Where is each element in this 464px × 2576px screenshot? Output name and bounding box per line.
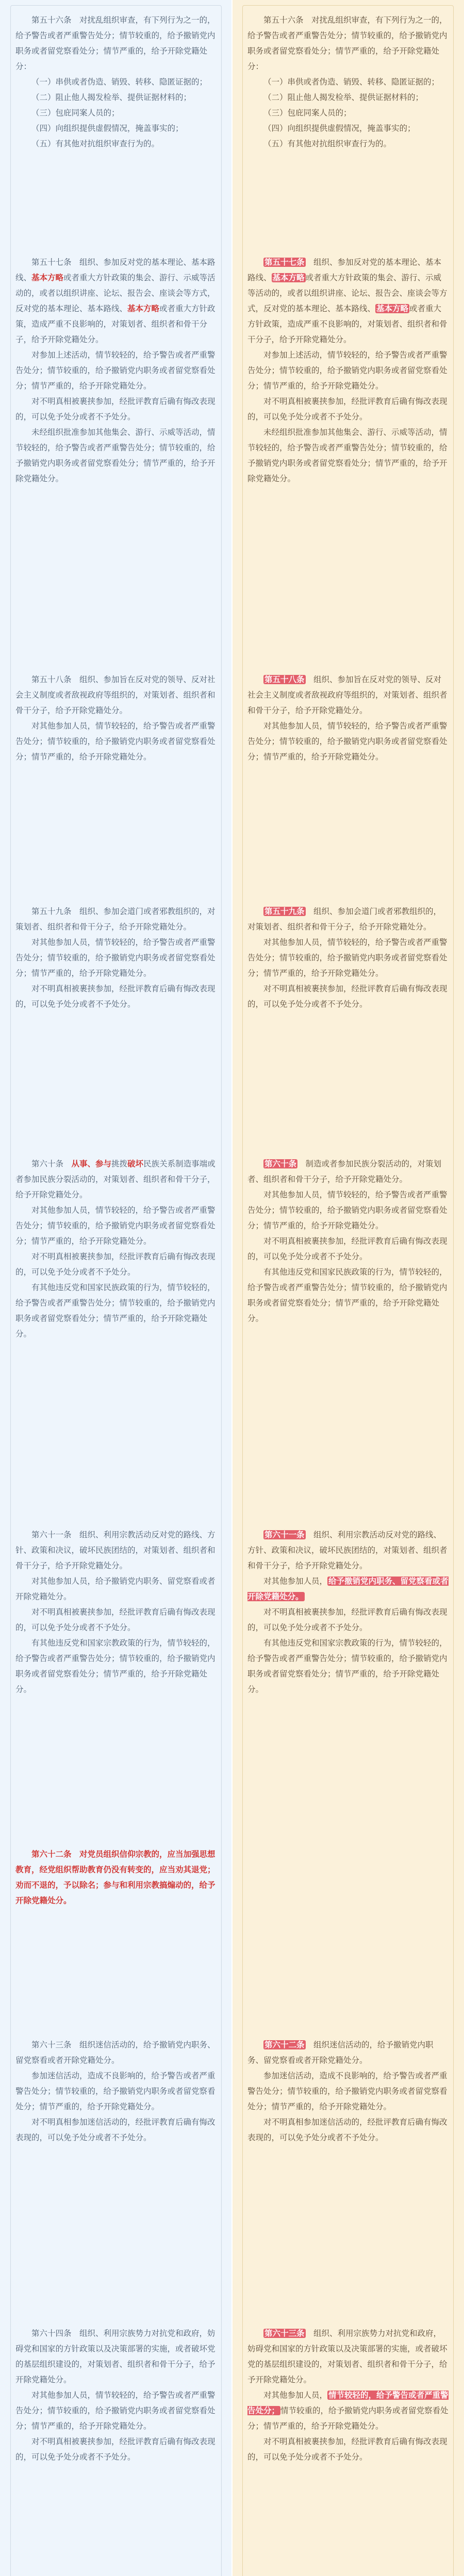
changed-text-highlight: 基本方略 xyxy=(376,304,409,313)
article-paragraph: 对不明真相被裹挟参加，经批评教育后确有悔改表现的，可以免予处分或者不予处分。 xyxy=(15,397,216,421)
article-paragraph: 对不明真相被裹挟参加，经批评教育后确有悔改表现的，可以免予处分或者不予处分。 xyxy=(247,1236,448,1261)
changed-text-highlight: 第五十九条 xyxy=(264,907,305,916)
article-paragraph: （四）向组织提供虚假情况，掩盖事实的； xyxy=(31,124,184,133)
article-paragraph: 对其他参加人员，情节较轻的，给予警告或者严重警告处分；情节较重的，给予撤销党内职务或者留党察看处分；情节严重的，给予开除党籍处分。 xyxy=(15,1206,216,1246)
article-paragraph xyxy=(247,672,449,718)
changed-text-highlight: 第六十条 xyxy=(264,1159,297,1168)
article-paragraph: 参加迷信活动，造成不良影响的，给予警告或者严重警告处分；情节较重的，给予撤销党内职务或者留党察看处分；情节严重的，给予开除党籍处分。 xyxy=(247,2071,448,2111)
article-paragraph: 有其他违反党和国家宗教政策的行为，情节较轻的，给予警告或者严重警告处分；情节较重的，给予撤销党内职务或者留党察看处分；情节严重的，给予开除党籍处分。 xyxy=(247,1638,448,1694)
right-article-block xyxy=(247,2326,449,2465)
article-paragraph xyxy=(247,1527,449,1573)
left-article-block xyxy=(15,904,217,1012)
article-paragraph: 未经组织批准参加其他集会、游行、示威等活动，情节较轻的，给予警告或者严重警告处分；情节较重的，给予撤销党内职务或者留党察看处分；情节严重的，给予开除党籍处分。 xyxy=(247,428,448,483)
right-column-new-text xyxy=(232,0,464,2576)
article-paragraph: 对其他参加人员，情节较轻的，给予警告或者严重警告处分；情节较重的，给予撤销党内职务或者留党察看处分；情节严重的，给予开除党籍处分。 xyxy=(247,938,448,978)
left-article-block xyxy=(15,1846,217,1908)
article-text: 或者重大方针政策的集会、游行、示威等活动的，或者以组织讲座、论坛、报告会、座谈会等方式，反对党的基本理论、基本路线、 xyxy=(247,273,448,313)
article-text: 对其他参加人员， xyxy=(263,2391,328,2400)
article-paragraph: 有其他违反党和国家民族政策的行为，情节较轻的，给予警告或者严重警告处分；情节较重的，给予撤销党内职务或者留党察看处分；情节严重的，给予开除党籍处分。 xyxy=(247,1267,448,1323)
article-paragraph: 对不明真相被裹挟参加，经批评教育后确有悔改表现的，可以免予处分或者不予处分。 xyxy=(15,984,216,1009)
article-paragraph: （五）有其他对抗组织审查行为的。 xyxy=(31,139,160,148)
article-paragraph: 第六十四条 组织、利用宗族势力对抗党和政府，妨碍党和国家的方针政策以及决策部署的实施，或者破坏党的基层组织建设的，对策划者、组织者和骨干分子，给予开除党籍处分。 xyxy=(15,2329,216,2384)
right-article-block xyxy=(247,672,449,765)
added-text-highlight: 破坏 xyxy=(127,1159,144,1168)
article-text: 挑拨 xyxy=(111,1159,128,1168)
article-paragraph: 对其他参加人员，情节较轻的，给予警告或者严重警告处分；情节较重的，给予撤销党内职务或者留党察看处分；情节严重的，给予开除党籍处分。 xyxy=(247,1190,448,1230)
article-paragraph: 有其他违反党和国家宗教政策的行为，情节较轻的，给予警告或者严重警告处分；情节较重的，给予撤销党内职务或者留党察看处分；情节严重的，给予开除党籍处分。 xyxy=(15,1638,216,1694)
article-paragraph xyxy=(247,2037,449,2068)
left-article-block xyxy=(15,1527,217,1697)
article-paragraph xyxy=(247,2387,449,2434)
article-text: 组织、利用宗族势力对抗党和政府，妨碍党和国家的方针政策以及决策部署的实施，或者破坏党的基层组织建设的，对策划者、组织者和骨干分子，给予开除党籍处分。 xyxy=(247,2329,448,2384)
changed-text-highlight: 基本方略 xyxy=(272,273,305,282)
article-paragraph: 未经组织批准参加其他集会、游行、示威等活动，情节较轻的，给予警告或者严重警告处分；情节较重的，给予撤销党内职务或者留党察看处分；情节严重的，给予开除党籍处分。 xyxy=(15,428,216,483)
changed-text-highlight: 第六十三条 xyxy=(264,2329,305,2338)
article-paragraph: 对不明真相被裹挟参加，经批评教育后确有悔改表现的，可以免予处分或者不予处分。 xyxy=(247,397,448,421)
article-paragraph xyxy=(247,1156,449,1187)
article-paragraph: 对其他参加人员，情节较轻的，给予警告或者严重警告处分；情节较重的，给予撤销党内职务或者留党察看处分；情节严重的，给予开除党籍处分。 xyxy=(15,2391,216,2431)
article-text: 或者重大方针政策，造成严重不良影响的，对策划者、组织者和骨干分子，给予开除党籍处分。 xyxy=(15,304,216,344)
right-article-block xyxy=(247,1527,449,1697)
left-article-block xyxy=(15,672,217,765)
left-article-block xyxy=(15,2326,217,2465)
article-paragraph: 对其他参加人员，情节较轻的，给予警告或者严重警告处分；情节较重的，给予撤销党内职务或者留党察看处分；情节严重的，给予开除党籍处分。 xyxy=(247,721,448,761)
article-paragraph: 对不明真相被裹挟参加，经批评教育后确有悔改表现的，可以免予处分或者不予处分。 xyxy=(247,2437,448,2462)
article-paragraph: （二）阻止他人揭发检举、提供证据材料的； xyxy=(263,93,424,102)
article-text: 组织、参加旨在反对党的领导、反对社会主义制度或者敌视政府等组织的，对策划者、组织者和骨干分子，给予开除党籍处分。 xyxy=(247,675,448,715)
article-text: 组织迷信活动的，给予撤销党内职务、留党察看或者开除党籍处分。 xyxy=(247,2040,434,2065)
article-paragraph: （五）有其他对抗组织审查行为的。 xyxy=(263,139,392,148)
added-text-highlight: 从事、参与 xyxy=(71,1159,112,1168)
article-paragraph xyxy=(247,1573,449,1604)
article-paragraph: 对参加上述活动，情节较轻的，给予警告或者严重警告处分；情节较重的，给予撤销党内职务或者留党察看处分；情节严重的，给予开除党籍处分。 xyxy=(15,350,216,391)
article-text: 对其他参加人员， xyxy=(263,1577,328,1586)
article-paragraph: 对不明真相被裹挟参加，经批评教育后确有悔改表现的，可以免予处分或者不予处分。 xyxy=(15,1607,216,1632)
article-text: 第六十条 xyxy=(31,1159,72,1168)
changed-text-highlight: 第六十二条 xyxy=(264,2040,305,2049)
changed-text-highlight: 第六十一条 xyxy=(264,1530,305,1539)
article-paragraph: 参加迷信活动，造成不良影响的，给予警告或者严重警告处分；情节较重的，给予撤销党内职务或者留党察看处分；情节严重的，给予开除党籍处分。 xyxy=(15,2071,216,2111)
changed-text-highlight: 情节较轻的，给予警告或者严重警告处分； xyxy=(247,2391,449,2415)
article-paragraph: （三）包庇同案人员的； xyxy=(31,108,120,117)
added-text-highlight: 基本方略 xyxy=(127,304,160,313)
changed-text-highlight: 第五十七条 xyxy=(264,258,305,267)
article-text: 组织、参加会道门或者邪教组织的，对策划者、组织者和骨干分子，给予开除党籍处分。 xyxy=(247,907,442,931)
article-paragraph: 对不明真相被裹挟参加，经批评教育后确有悔改表现的，可以免予处分或者不予处分。 xyxy=(15,1252,216,1277)
article-text: 民族关系制造事端或者参加民族分裂活动的，对策划者、组织者和骨干分子，给予开除党籍处分。 xyxy=(15,1159,216,1199)
article-paragraph: 对参加上述活动，情节较轻的，给予警告或者严重警告处分；情节较重的，给予撤销党内职务或者留党察看处分；情节严重的，给予开除党籍处分。 xyxy=(247,350,448,391)
article-text: 组织、参加反对党的基本理论、基本路线、 xyxy=(247,258,442,282)
right-article-block xyxy=(247,904,449,1012)
article-text: 或者重大方针政策的集会、游行、示威等活动的，或者以组织讲座、论坛、报告会、座谈会等方式，反对党的基本理论、基本路线、 xyxy=(15,273,216,313)
changed-text-highlight: 第五十八条 xyxy=(264,675,305,684)
article-paragraph xyxy=(15,1156,217,1202)
added-text-highlight: 第六十二条 对党员组织信仰宗教的，应当加强思想教育，经党组织帮助教育仍没有转变的，应当劝其退党；劝而不退的，予以除名；参与和利用宗教搞煽动的，给予开除党籍处分。 xyxy=(15,1850,216,1905)
article-paragraph xyxy=(247,904,449,935)
article-paragraph xyxy=(15,255,217,347)
article-paragraph: 对其他参加人员，情节较轻的，给予警告或者严重警告处分；情节较重的，给予撤销党内职务或者留党察看处分；情节严重的，给予开除党籍处分。 xyxy=(15,721,216,761)
right-article-block xyxy=(247,2037,449,2145)
article-paragraph xyxy=(247,255,449,347)
article-paragraph xyxy=(15,1846,217,1908)
left-article-block xyxy=(15,255,217,486)
article-paragraph: 对其他参加人员，情节较轻的，给予警告或者严重警告处分；情节较重的，给予撤销党内职务或者留党察看处分；情节严重的，给予开除党籍处分。 xyxy=(15,938,216,978)
article-paragraph: 有其他违反党和国家民族政策的行为，情节较轻的，给予警告或者严重警告处分；情节较重的，给予撤销党内职务或者留党察看处分；情节严重的，给予开除党籍处分。 xyxy=(15,1283,216,1338)
article-paragraph: 第六十一条 组织、利用宗教活动反对党的路线、方针、政策和决议，破坏民族团结的，对策划者、组织者和骨干分子，给予开除党籍处分。 xyxy=(15,1530,216,1570)
article-paragraph xyxy=(247,2326,449,2387)
article-paragraph: 对不明真相被裹挟参加，经批评教育后确有悔改表现的，可以免予处分或者不予处分。 xyxy=(247,1607,448,1632)
article-text: 或者重大方针政策，造成严重不良影响的，对策划者、组织者和骨干分子，给予开除党籍处分。 xyxy=(247,304,448,344)
right-article-block xyxy=(247,12,449,151)
right-article-block xyxy=(247,1156,449,1326)
column-divider xyxy=(231,0,233,2576)
article-paragraph: （二）阻止他人揭发检举、提供证据材料的； xyxy=(31,93,192,102)
article-paragraph: （四）向组织提供虚假情况，掩盖事实的； xyxy=(263,124,416,133)
article-paragraph: （一）串供或者伪造、销毁、转移、隐匿证据的； xyxy=(263,77,440,87)
article-paragraph: 对其他参加人员，给予撤销党内职务、留党察看或者开除党籍处分。 xyxy=(15,1577,216,1601)
article-paragraph: 对不明真相被裹挟参加，经批评教育后确有悔改表现的，可以免予处分或者不予处分。 xyxy=(247,984,448,1009)
article-paragraph: 对不明真相被裹挟参加，经批评教育后确有悔改表现的，可以免予处分或者不予处分。 xyxy=(15,2437,216,2462)
article-text: 组织、利用宗教活动反对党的路线、方针、政策和决议，破坏民族团结的，对策划者、组织者和骨干分子，给予开除党籍处分。 xyxy=(247,1530,448,1570)
article-paragraph: 第五十八条 组织、参加旨在反对党的领导、反对社会主义制度或者敌视政府等组织的，对策划者、组织者和骨干分子，给予开除党籍处分。 xyxy=(15,675,216,715)
article-paragraph: 对不明真相参加迷信活动的，经批评教育后确有悔改表现的，可以免予处分或者不予处分。 xyxy=(247,2117,448,2142)
left-article-block xyxy=(15,12,217,151)
article-text: 第五十七条 组织、参加反对党的基本理论、基本路线、 xyxy=(15,258,216,282)
article-paragraph: （一）串供或者伪造、销毁、转移、隐匿证据的； xyxy=(31,77,208,87)
changed-text-highlight: 给予撤销党内职务、留党察看或者开除党籍处分。 xyxy=(247,1577,449,1601)
article-paragraph: （三）包庇同案人员的； xyxy=(263,108,352,117)
article-text: 情节较重的，给予撤销党内职务或者留党察看处分；情节严重的，给予开除党籍处分。 xyxy=(247,2406,449,2431)
article-paragraph: 对不明真相参加迷信活动的，经批评教育后确有悔改表现的，可以免予处分或者不予处分。 xyxy=(15,2117,216,2142)
article-text: 制造或者参加民族分裂活动的，对策划者、组织者和骨干分子，给予开除党籍处分。 xyxy=(247,1159,442,1184)
article-paragraph: 第五十九条 组织、参加会道门或者邪教组织的，对策划者、组织者和骨干分子，给予开除党籍处分。 xyxy=(15,907,216,931)
article-paragraph: 第五十六条 对扰乱组织审查，有下列行为之一的，给予警告或者严重警告处分；情节较重的，给予撤销党内职务或者留党察看处分；情节严重的，给予开除党籍处分： xyxy=(15,15,216,71)
article-paragraph: 第五十六条 对扰乱组织审查，有下列行为之一的，给予警告或者严重警告处分；情节较重的，给予撤销党内职务或者留党察看处分；情节严重的，给予开除党籍处分： xyxy=(247,15,448,71)
added-text-highlight: 基本方略 xyxy=(31,273,64,282)
article-paragraph: 第六十三条 组织迷信活动的，给予撤销党内职务、留党察看或者开除党籍处分。 xyxy=(15,2040,216,2065)
left-article-block xyxy=(15,1156,217,1342)
left-article-block xyxy=(15,2037,217,2145)
right-article-block xyxy=(247,255,449,486)
